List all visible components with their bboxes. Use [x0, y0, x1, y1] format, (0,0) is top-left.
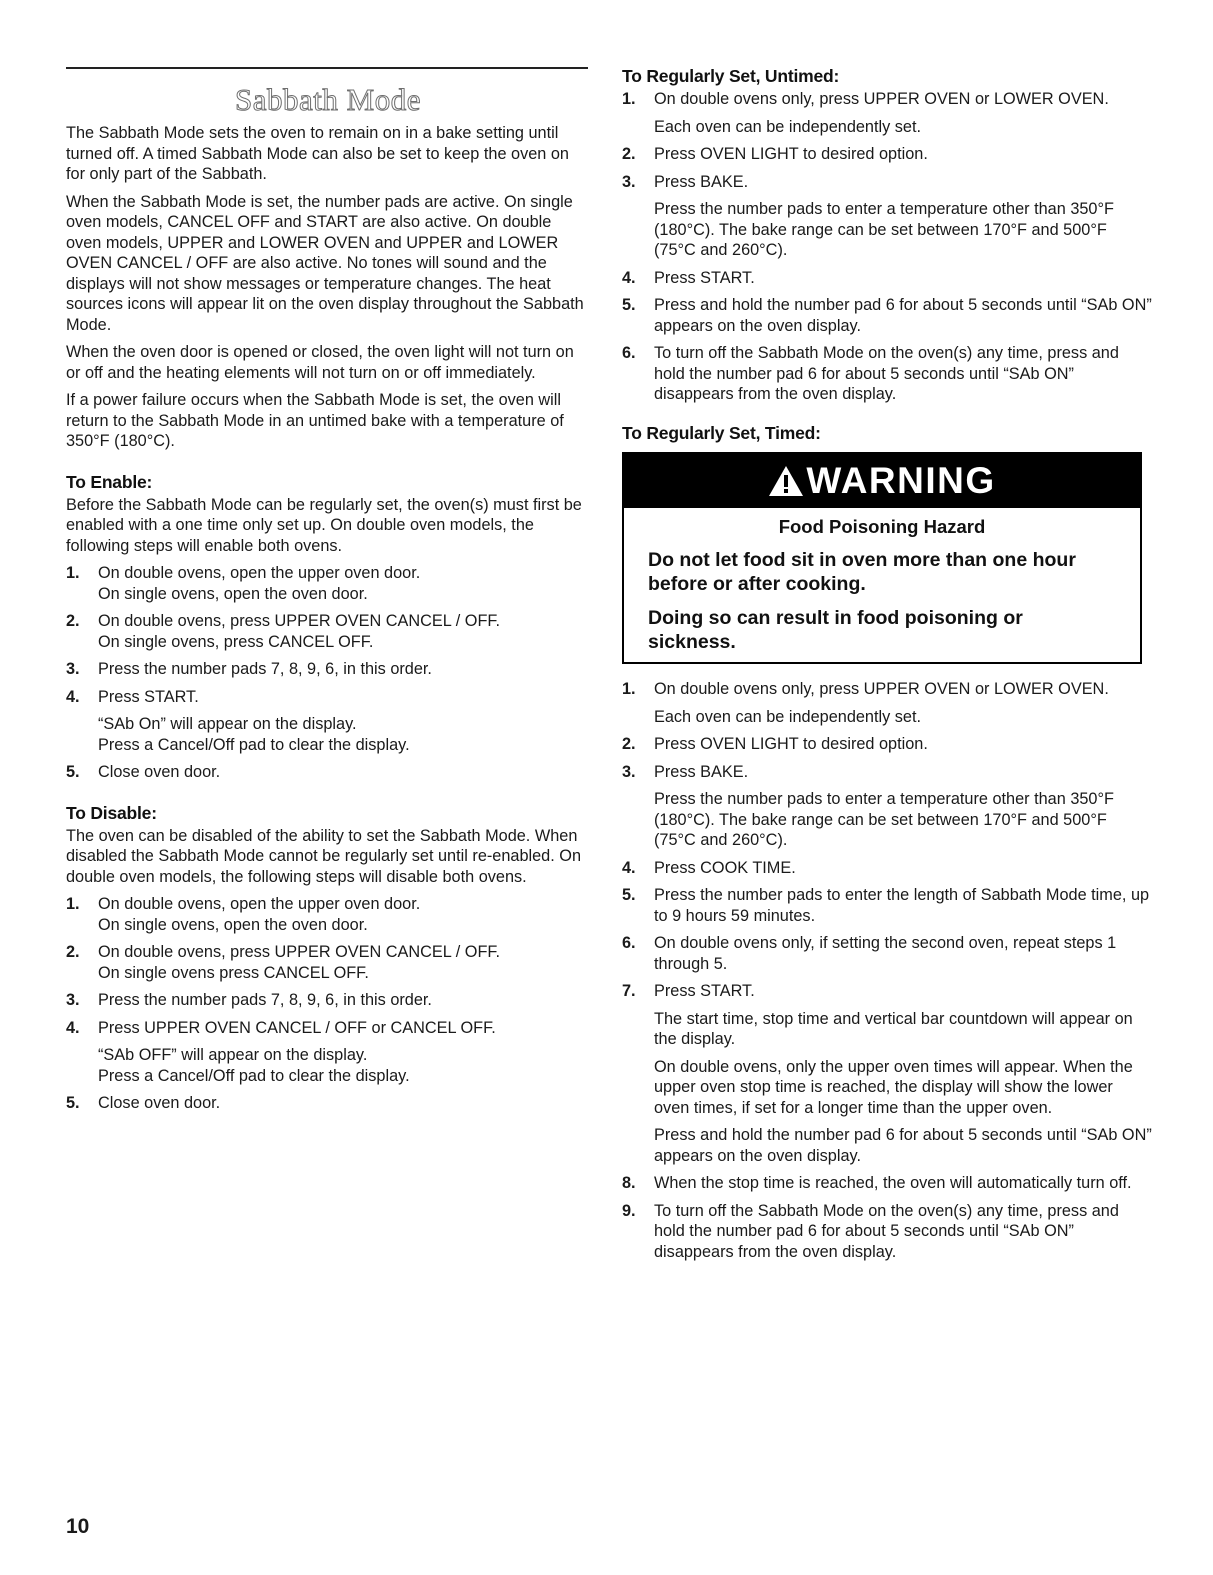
step-text: Press START. [98, 687, 199, 706]
step-text: Press OVEN LIGHT to desired option. [654, 735, 928, 753]
left-column [66, 123, 590, 1121]
step-number: 3. [622, 172, 636, 191]
warning-header [624, 454, 1140, 508]
list-item [66, 611, 590, 652]
intro-paragraph: If a power failure occurs when the Sabbath Mode is set, the oven will return to the Sabbath Mode in an untimed bake with a temperature of 350°F (180°C). [66, 391, 564, 450]
untimed-steps [622, 89, 1152, 405]
step-number: 1. [66, 564, 80, 582]
list-item [622, 981, 1152, 1166]
step-text: On double ovens, press UPPER OVEN CANCEL / OFF. [98, 612, 501, 630]
step-text: Press and hold the number pad 6 for about 5 seconds until “SAb ON” appears on the oven display. [654, 296, 1152, 335]
warning-line: Do not let food sit in oven more than one hour before or after cooking. [648, 549, 1076, 595]
step-number: 5. [66, 1094, 80, 1112]
step-subtext: Press the number pads to enter a temperature other than 350°F (180°C). The bake range can be set between 170°F and 500°F (75°C and 260°C). [654, 790, 1114, 849]
list-item [66, 687, 590, 756]
intro-paragraph: The Sabbath Mode sets the oven to remain on in a bake setting until turned off. A timed Sabbath Mode can also be set to keep the oven on for only part of the Sabbath. [66, 124, 569, 183]
timed-steps [622, 679, 1152, 1262]
step-text: When the stop time is reached, the oven will automatically turn off. [654, 1174, 1132, 1192]
list-item [66, 1093, 590, 1114]
list-item [622, 885, 1152, 926]
step-number: 6. [622, 344, 636, 362]
step-text: Press COOK TIME. [654, 858, 796, 877]
step-subtext: Press and hold the number pad 6 for about 5 seconds until “SAb ON” appears on the oven display. [654, 1126, 1152, 1165]
enable-intro: Before the Sabbath Mode can be regularly set, the oven(s) must first be enabled with a one time only set up. On double oven models, the following steps will enable both ovens. [66, 495, 582, 555]
step-text: On double ovens only, press UPPER OVEN or LOWER OVEN. [654, 680, 1109, 698]
step-text: On double ovens, press UPPER OVEN CANCEL / OFF. [98, 943, 501, 961]
step-subtext: Each oven can be independently set. [654, 117, 922, 136]
right-column-lower [622, 679, 1152, 1269]
list-item [66, 894, 590, 935]
step-number: 6. [622, 934, 636, 952]
step-subtext: Press a Cancel/Off pad to clear the display. [98, 1066, 410, 1085]
disable-heading: To Disable: [66, 802, 157, 823]
warning-box [622, 452, 1142, 664]
step-text: On double ovens only, if setting the second oven, repeat steps 1 through 5. [654, 934, 1117, 973]
step-number: 5. [66, 763, 80, 781]
step-text: Close oven door. [98, 763, 221, 781]
step-number: 3. [622, 762, 636, 781]
list-item [622, 734, 1152, 755]
step-text: Press UPPER OVEN CANCEL / OFF or CANCEL OFF. [98, 1018, 496, 1037]
enable-steps [66, 563, 590, 783]
enable-heading: To Enable: [66, 471, 153, 492]
step-text: On double ovens only, press UPPER OVEN or LOWER OVEN. [654, 90, 1109, 108]
step-number: 5. [622, 296, 636, 314]
warning-body [624, 548, 1140, 654]
hazard-title: Food Poisoning Hazard [778, 516, 986, 537]
step-number: 8. [622, 1174, 636, 1192]
list-item [66, 1018, 590, 1087]
step-number: 2. [66, 943, 80, 961]
step-text: Close oven door. [98, 1094, 221, 1112]
step-subtext: The start time, stop time and vertical bar countdown will appear on the display. [654, 1009, 1133, 1048]
page-title: Sabbath Mode [235, 82, 421, 117]
page-number: 10 [66, 1515, 90, 1538]
disable-intro: The oven can be disabled of the ability to set the Sabbath Mode. When disabled the Sabbath Mode cannot be regularly set until re-enabled. On double oven models, the following steps will disable both ovens. [66, 826, 582, 886]
step-text: Press START. [654, 982, 755, 1000]
step-number: 3. [66, 660, 80, 678]
step-text: Press START. [654, 268, 755, 287]
step-subtext: On single ovens, press CANCEL OFF. [98, 632, 374, 651]
step-number: 1. [622, 90, 636, 108]
step-number: 9. [622, 1201, 636, 1220]
list-item [622, 268, 1152, 289]
step-number: 4. [622, 858, 636, 877]
step-number: 4. [622, 268, 636, 287]
step-subtext: Each oven can be independently set. [654, 707, 922, 726]
step-text: To turn off the Sabbath Mode on the oven(s) any time, press and hold the number pad 6 for about 5 seconds until “SAb ON” disappears from the oven display. [654, 344, 1119, 403]
step-subtext: Press a Cancel/Off pad to clear the display. [98, 735, 410, 754]
warning-triangle-icon [768, 465, 804, 497]
timed-heading: To Regularly Set, Timed: [622, 422, 821, 443]
warning-line: Doing so can result in food poisoning or sickness. [648, 607, 1023, 653]
intro-paragraph: When the Sabbath Mode is set, the number pads are active. On single oven models, CANCEL OFF and START are also active. On double oven models, UPPER and LOWER OVEN and UPPER and LOWER OVEN CANCEL / OFF are also active. No tones will sound and the displays will not show messages or temperature changes. The heat sources icons will appear lit on the oven display throughout the Sabbath Mode. [66, 192, 584, 334]
step-text: Press the number pads 7, 8, 9, 6, in this order. [98, 991, 432, 1009]
step-number: 1. [622, 680, 636, 698]
step-text: Press the number pads to enter the length of Sabbath Mode time, up to 9 hours 59 minutes. [654, 886, 1150, 925]
step-number: 4. [66, 687, 80, 706]
step-text: Press the number pads 7, 8, 9, 6, in this order. [98, 660, 432, 678]
list-item [66, 942, 590, 983]
step-text: Press OVEN LIGHT to desired option. [654, 145, 928, 163]
step-subtext: On single ovens, open the oven door. [98, 584, 368, 603]
step-subtext: “SAb On” will appear on the display. [98, 715, 357, 733]
list-item [66, 563, 590, 604]
list-item [66, 990, 590, 1011]
list-item [622, 144, 1152, 165]
top-rule [66, 67, 588, 69]
step-number: 5. [622, 886, 636, 904]
list-item [622, 1201, 1152, 1263]
intro-paragraph: When the oven door is opened or closed, the oven light will not turn on or off and the heating elements will not turn on or off immediately. [66, 343, 574, 382]
step-text: Press BAKE. [654, 762, 749, 781]
step-number: 1. [66, 895, 80, 913]
list-item [622, 679, 1152, 727]
list-item [622, 295, 1152, 336]
warning-title: WARNING [806, 460, 996, 501]
step-text: On double ovens, open the upper oven door. [98, 895, 421, 913]
list-item [622, 1173, 1152, 1194]
list-item [622, 858, 1152, 879]
step-number: 4. [66, 1018, 80, 1037]
step-subtext: Press the number pads to enter a temperature other than 350°F (180°C). The bake range can be set between 170°F and 500°F (75°C and 260°C). [654, 200, 1114, 259]
untimed-heading: To Regularly Set, Untimed: [622, 66, 840, 86]
list-item [622, 762, 1152, 851]
right-column-upper [622, 66, 1152, 446]
step-subtext: On double ovens, only the upper oven times will appear. When the upper oven stop time is reached, the display will show the lower oven times, if set for a longer time than the upper oven. [654, 1057, 1133, 1117]
step-number: 2. [622, 735, 636, 753]
step-subtext: On single ovens, open the oven door. [98, 915, 368, 934]
step-number: 2. [622, 145, 636, 163]
list-item [622, 933, 1152, 974]
step-subtext: On single ovens press CANCEL OFF. [98, 963, 369, 982]
list-item [66, 762, 590, 783]
list-item [622, 89, 1152, 137]
list-item [622, 172, 1152, 261]
list-item [66, 659, 590, 680]
list-item [622, 343, 1152, 405]
step-subtext: “SAb OFF” will appear on the display. [98, 1046, 368, 1064]
disable-steps [66, 894, 590, 1114]
step-text: On double ovens, open the upper oven door. [98, 564, 421, 582]
step-text: Press BAKE. [654, 172, 749, 191]
step-number: 7. [622, 982, 636, 1000]
step-number: 3. [66, 991, 80, 1009]
step-text: To turn off the Sabbath Mode on the oven(s) any time, press and hold the number pad 6 for about 5 seconds until “SAb ON” disappears from the oven display. [654, 1201, 1119, 1261]
step-number: 2. [66, 612, 80, 630]
